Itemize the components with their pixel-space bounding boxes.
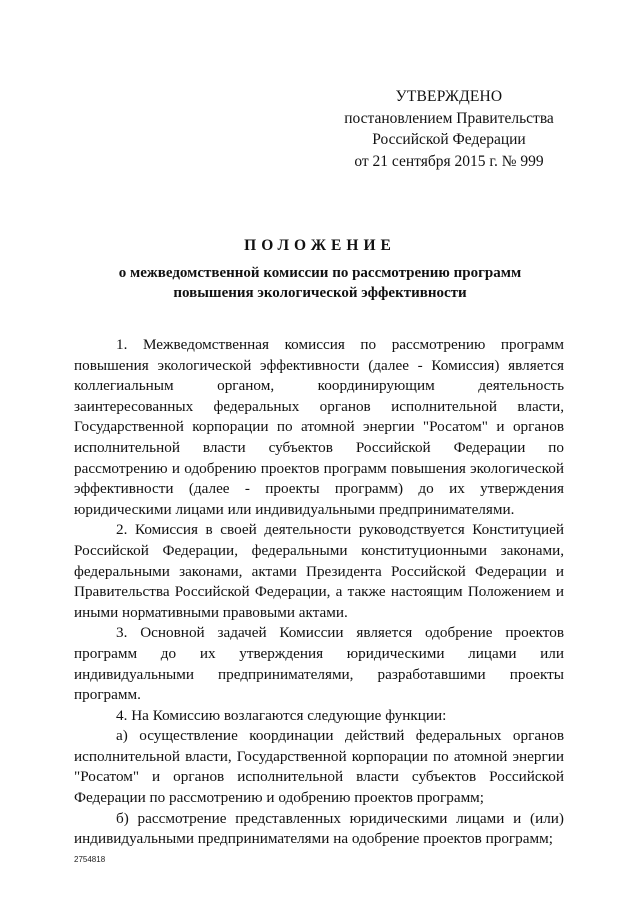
paragraph-4: 4. На Комиссию возлагаются следующие функции:	[116, 706, 447, 724]
paragraph-4b: б) рассмотрение представленных юридическими лицами и (или) индивидуальными предпринимателями на одобрение проектов программ;	[74, 809, 564, 848]
approval-heading: УТВЕРЖДЕНО	[395, 88, 503, 105]
document-title: ПОЛОЖЕНИЕ	[244, 237, 396, 254]
approval-stamp	[330, 86, 568, 172]
subtitle-line: повышения экологической эффективности	[173, 285, 467, 301]
approval-line: Российской Федерации	[372, 131, 526, 148]
paragraph-1: 1. Межведомственная комиссия по рассмотрению программ повышения экологической эффективности (далее - Комиссия) является коллегиальным органом, координирующим деятельность заинтересованных федеральных органов исполнительной власти, Государственной корпорации по атомной энергии "Росатом" и органов исполнительной власти субъектов Российской Федерации по рассмотрению и одобрению проектов программ повышения экологической эффективности (далее - проекты программ) до их утверждения юридическими лицами или индивидуальными предпринимателями.	[74, 336, 564, 518]
document-code: 2754818	[74, 855, 106, 864]
subtitle-line: о межведомственной комиссии по рассмотрению программ	[118, 265, 522, 281]
document-body	[74, 335, 564, 850]
document-subtitle	[80, 263, 560, 303]
paragraph-2: 2. Комиссия в своей деятельности руководствуется Конституцией Российской Федерации, федеральными конституционными законами, федеральными законами, актами Президента Российской Федерации и Правительства Российской Федерации, а также настоящим Положением и иными нормативными правовыми актами.	[74, 521, 564, 621]
paragraph-3: 3. Основной задачей Комиссии является одобрение проектов программ до их утверждения юридическими лицами или индивидуальными предпринимателями, разработавшими проекты программ.	[74, 624, 564, 704]
approval-line: постановлением Правительства	[344, 109, 554, 127]
approval-date-line: от 21 сентября 2015 г. № 999	[354, 152, 544, 170]
paragraph-4a: а) осуществление координации действий федеральных органов исполнительной власти, Государственной корпорации по атомной энергии "Росатом" и органов исполнительной власти субъектов Российской Федерации по рассмотрению и одобрению проектов программ;	[74, 727, 564, 807]
